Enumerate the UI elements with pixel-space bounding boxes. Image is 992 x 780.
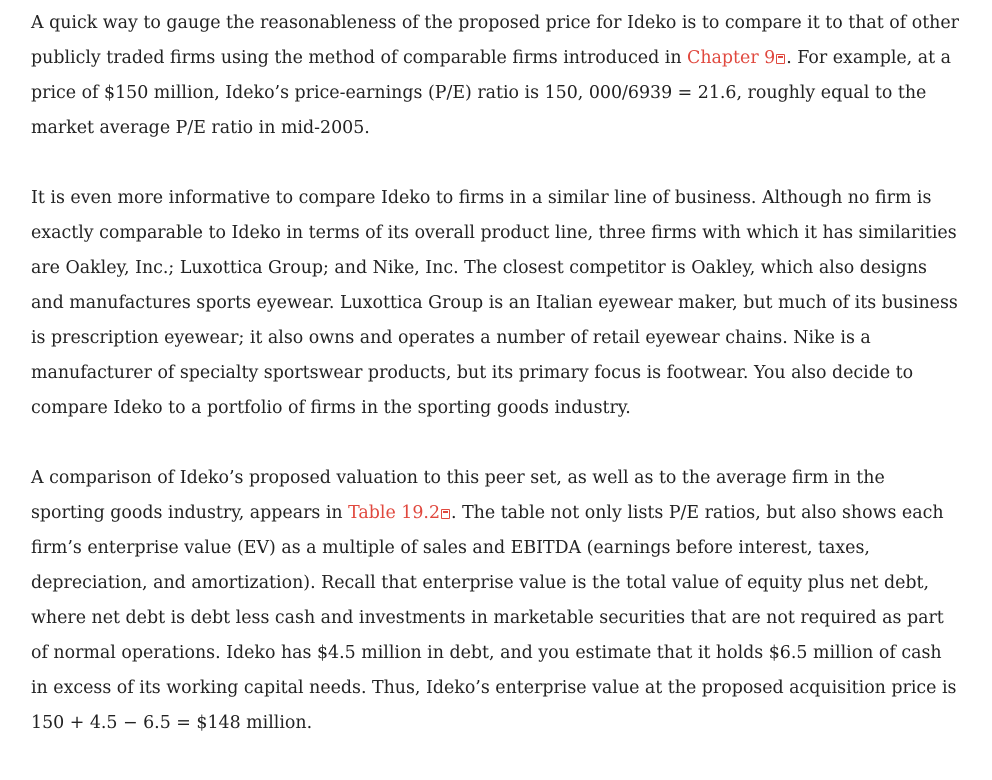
- paragraph-1-text-start: A quick way to gauge the reasonableness of the proposed price for Ideko is to compare it to that of other publicly traded firms using the method of comparable firms introduced in: [31, 13, 959, 68]
- table-19-2-link[interactable]: Table 19.2: [348, 503, 441, 523]
- paragraph-3-text-middle: . The table not only lists P/E ratios, but also shows each firm’s enterprise value (EV) as a multiple of sales and EBITDA (earnings before interest, taxes, depreciation, and amortization). Recall that enterprise value is the total value of equity plus net debt, where net debt is debt less cash and investments in marketable securities that are not required as part of normal operations. Ideko has $4.5 million in debt, and you estimate that it holds $6.5 million of cash in excess of its working capital needs. Thus, Ideko’s enterprise value at the proposed acquisition price is: [31, 503, 957, 698]
- document-body: [31, 6, 961, 776]
- paragraph-2: It is even more informative to compare Ideko to firms in a similar line of business. Although no firm is exactly comparable to Ideko in terms of its overall product line, three firms with which it has similarities are Oakley, Inc.; Luxottica Group; and Nike, Inc. The closest competitor is Oakley, which also designs and manufactures sports eyewear. Luxottica Group is an Italian eyewear maker, but much of its business is prescription eyewear; it also owns and operates a number of retail eyewear chains. Nike is a manufacturer of specialty sportswear products, but its primary focus is footwear. You also decide to compare Ideko to a portfolio of firms in the sporting goods industry.: [31, 188, 958, 418]
- chapter-9-link[interactable]: Chapter 9: [687, 48, 776, 68]
- paragraph-1: [31, 6, 961, 146]
- paragraph-3: [31, 461, 961, 741]
- paragraph-1-text-end: , roughly equal to the market average P/E ratio in mid-2005.: [31, 83, 927, 138]
- paragraph-1-text-middle: . For example, at a price of $150 million, Ideko’s price-earnings (P/E) ratio is: [31, 48, 951, 103]
- external-link-icon[interactable]: [441, 509, 450, 519]
- paragraph-3-text-start: A comparison of Ideko’s proposed valuation to this peer set, as well as to the average firm in the sporting goods industry, appears in: [31, 468, 885, 523]
- external-link-icon[interactable]: [776, 54, 785, 64]
- paragraph-3-text-end: million.: [240, 713, 313, 733]
- enterprise-value-equation: 150 + 4.5 − 6.5 = $148: [31, 713, 241, 733]
- pe-ratio-equation: 150, 000/6939 = 21.6: [544, 83, 737, 103]
